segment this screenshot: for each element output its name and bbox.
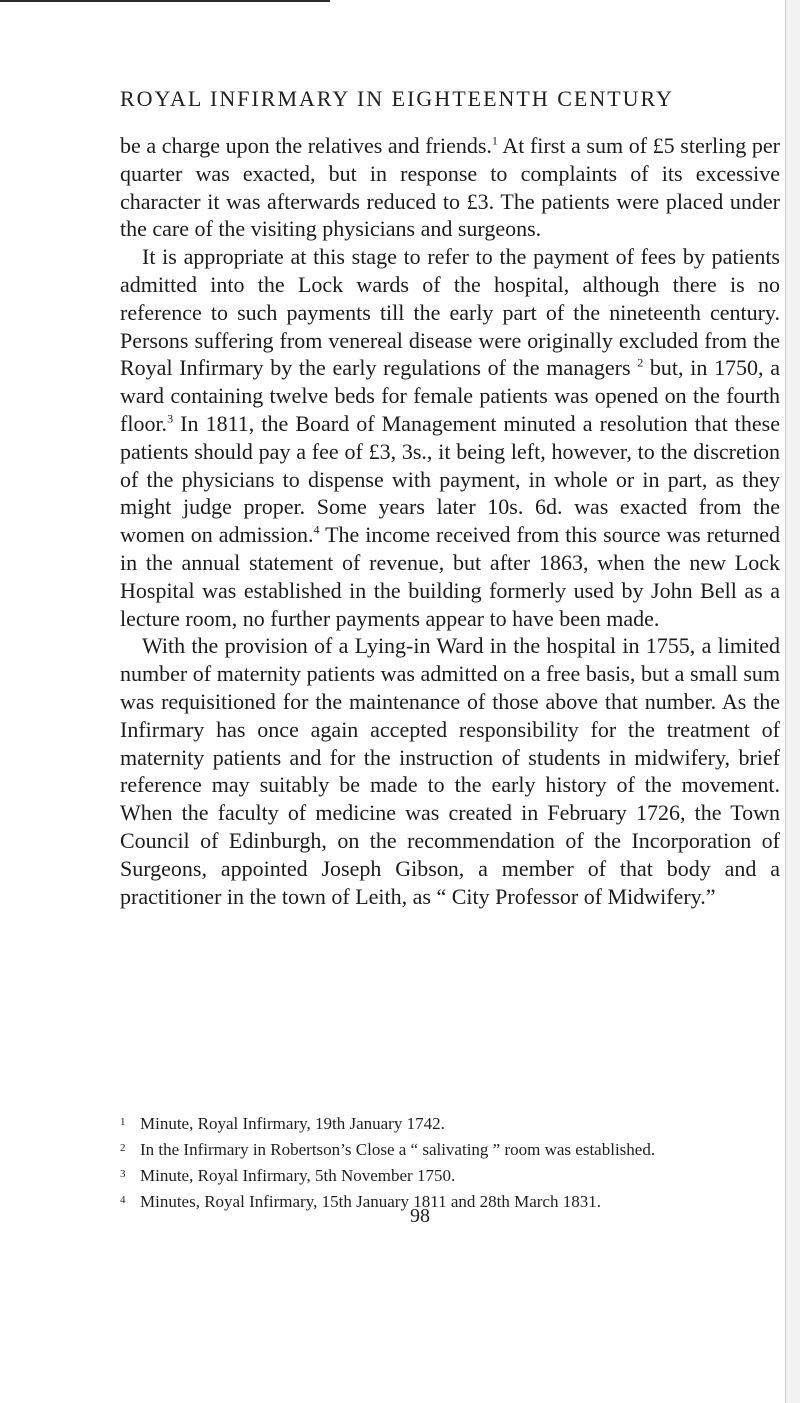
footnote bbox=[120, 1110, 790, 1136]
footnote bbox=[120, 1136, 790, 1162]
footnote-text: In the Infirmary in Robertson’s Close a “ salivating ” room was established. bbox=[140, 1140, 656, 1159]
paragraph-2: It is appropriate at this stage to refer to the payment of fees by patients admitted into the Lock wards of the hospital, although there is no reference to such payments till the early part of the nineteenth century. Persons suffering from venereal disease were originally excluded from the Royal Infirmary by the early regulations of the managers $^2$ but, in 1750, a ward containing twelve beds for female patients was opened on the fourth floor.$^3$ In 1811, the Board of Management minuted a resolution that these patients should pay a fee of £3, 3s., it being left, however, to the discretion of the physicians to dispense with payment, in whole or in part, as they might judge proper. Some years later 10s. 6d. was exacted from the women on admission.$^4$ The income received from this source was returned in the annual statement of revenue, but after 1863, when the new Lock Hospital was established in the building formerly used by John Bell as a lecture room, no further payments appear to have been made. bbox=[120, 244, 780, 631]
footnote-ref-1: 1 bbox=[491, 133, 498, 148]
footnotes bbox=[120, 1110, 790, 1214]
footnote-number: 3 bbox=[120, 1168, 126, 1180]
footnote-number: 1 bbox=[120, 1116, 126, 1128]
footnote-number: 2 bbox=[120, 1142, 126, 1154]
footnote bbox=[120, 1162, 790, 1188]
footnote-ref-2: 2 bbox=[637, 356, 644, 371]
running-head: ROYAL INFIRMARY IN EIGHTEENTH CENTURY bbox=[120, 86, 674, 111]
footnote-text: Minute, Royal Infirmary, 5th November 1750. bbox=[140, 1166, 456, 1185]
top-rule bbox=[0, 0, 330, 2]
footnote-ref-3: 3 bbox=[167, 411, 174, 426]
footnote-number: 4 bbox=[120, 1194, 126, 1206]
body-text bbox=[120, 132, 780, 910]
paragraph-1: be a charge upon the relatives and friends.$^1$ At first a sum of £5 sterling per quarter was exacted, but in response to complaints of its excessive character it was afterwards reduced to £3. The patients were placed under the care of the visiting physicians and surgeons. bbox=[120, 133, 780, 242]
page-number: 98 bbox=[410, 1205, 430, 1227]
footnote-text: Minutes, Royal Infirmary, 15th January 1811 and 28th March 1831. bbox=[140, 1192, 601, 1211]
footnote-text: Minute, Royal Infirmary, 19th January 1742. bbox=[140, 1114, 445, 1133]
footnote-ref-4: 4 bbox=[313, 522, 320, 537]
paragraph-3: With the provision of a Lying-in Ward in the hospital in 1755, a limited number of maternity patients was admitted on a free basis, but a small sum was requisitioned for the maintenance of those above that number. As the Infirmary has once again accepted responsibility for the treatment of maternity patients and for the instruction of students in midwifery, brief reference may suitably be made to the early history of the movement. When the faculty of medicine was created in February 1726, the Town Council of Edinburgh, on the recommendation of the Incorporation of Surgeons, appointed Joseph Gibson, a member of that body and a practitioner in the town of Leith, as “ City Professor of Midwifery.” bbox=[120, 633, 780, 909]
